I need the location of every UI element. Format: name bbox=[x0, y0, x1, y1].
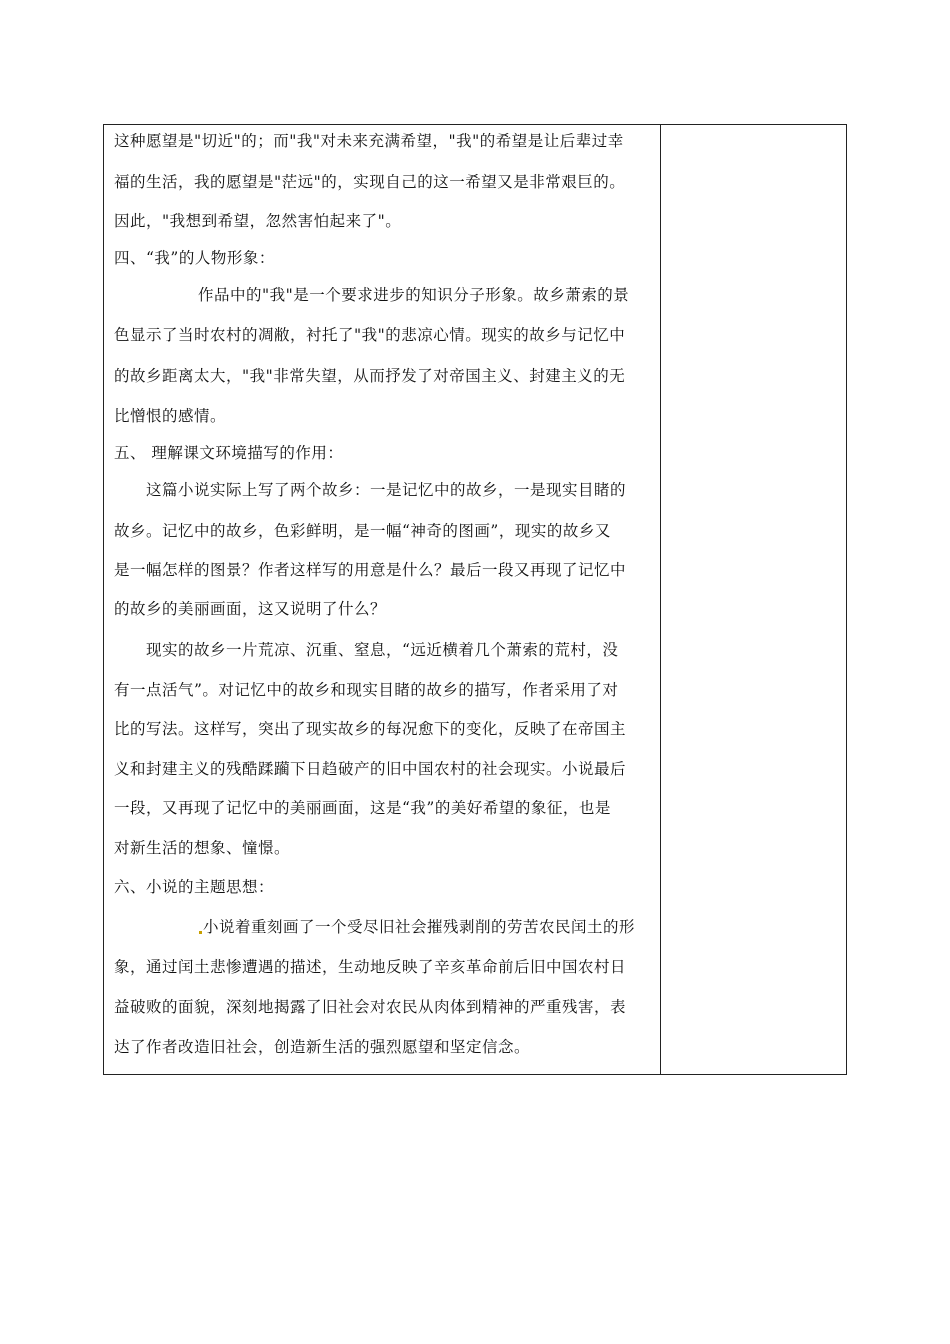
text-line: 象，通过闰土悲惨遭遇的描述，生动地反映了辛亥革命前后旧中国农村日 bbox=[114, 958, 627, 976]
text-line: 色显示了当时农村的凋敝，衬托了"我"的悲凉心情。现实的故乡与记忆中 bbox=[114, 326, 626, 344]
text-line bbox=[198, 917, 635, 937]
text-line: 益破败的面貌，深刻地揭露了旧社会对农民从肉体到精神的严重残害，表 bbox=[114, 998, 627, 1016]
notes-cell bbox=[661, 125, 846, 1074]
text-line: 一段，又再现了记忆中的美丽画面，这是“我”的美好希望的象征，也是 bbox=[114, 799, 611, 817]
text-line: 的故乡的美丽画面，这又说明了什么？ bbox=[114, 600, 387, 618]
text-span: 小说着重刻画了一个受尽旧社会摧残剥削的劳苦农民闰土的形 bbox=[203, 918, 636, 936]
text-line: 是一幅怎样的图景？作者这样写的用意是什么？最后一段又再现了记忆中 bbox=[114, 561, 627, 579]
text-line: 故乡。记忆中的故乡，色彩鲜明，是一幅“神奇的图画”，现实的故乡又 bbox=[114, 522, 611, 540]
marker-dot bbox=[199, 931, 202, 934]
section-heading-6: 六、小说的主题思想： bbox=[114, 878, 275, 896]
text-line: 对新生活的想象、憧憬。 bbox=[114, 839, 291, 857]
text-line: 比的写法。这样写，突出了现实故乡的每况愈下的变化，反映了在帝国主 bbox=[114, 720, 627, 738]
text-line: 有一点活气”。对记忆中的故乡和现实目睹的故乡的描写，作者采用了对 bbox=[114, 681, 619, 699]
text-line: 达了作者改造旧社会，创造新生活的强烈愿望和坚定信念。 bbox=[114, 1038, 531, 1056]
section-heading-4: 四、“我”的人物形象： bbox=[114, 249, 275, 267]
section-heading-5: 五、 理解课文环境描写的作用： bbox=[114, 444, 344, 462]
text-line: 福的生活，我的愿望是"茫远"的，实现自己的这一希望又是非常艰巨的。 bbox=[114, 173, 626, 191]
text-line: 的故乡距离太大，"我"非常失望，从而抒发了对帝国主义、封建主义的无 bbox=[114, 367, 626, 385]
text-line: 义和封建主义的残酷蹂躏下日趋破产的旧中国农村的社会现实。小说最后 bbox=[114, 760, 627, 778]
text-line: 现实的故乡一片荒凉、沉重、窒息，“远近横着几个萧索的荒村，没 bbox=[146, 641, 619, 659]
content-table bbox=[103, 124, 847, 1075]
text-line: 这篇小说实际上写了两个故乡：一是记忆中的故乡，一是现实目睹的 bbox=[146, 481, 627, 499]
text-span: 比憎恨的感情。 bbox=[114, 407, 227, 425]
text-line: 这种愿望是"切近"的；而"我"对未来充满希望，"我"的希望是让后辈过幸 bbox=[114, 132, 624, 150]
text-line: 作品中的"我"是一个要求进步的知识分子形象。故乡萧索的景 bbox=[198, 286, 630, 304]
text-line bbox=[114, 406, 226, 426]
text-line: 因此，"我想到希望，忽然害怕起来了"。 bbox=[114, 212, 402, 230]
